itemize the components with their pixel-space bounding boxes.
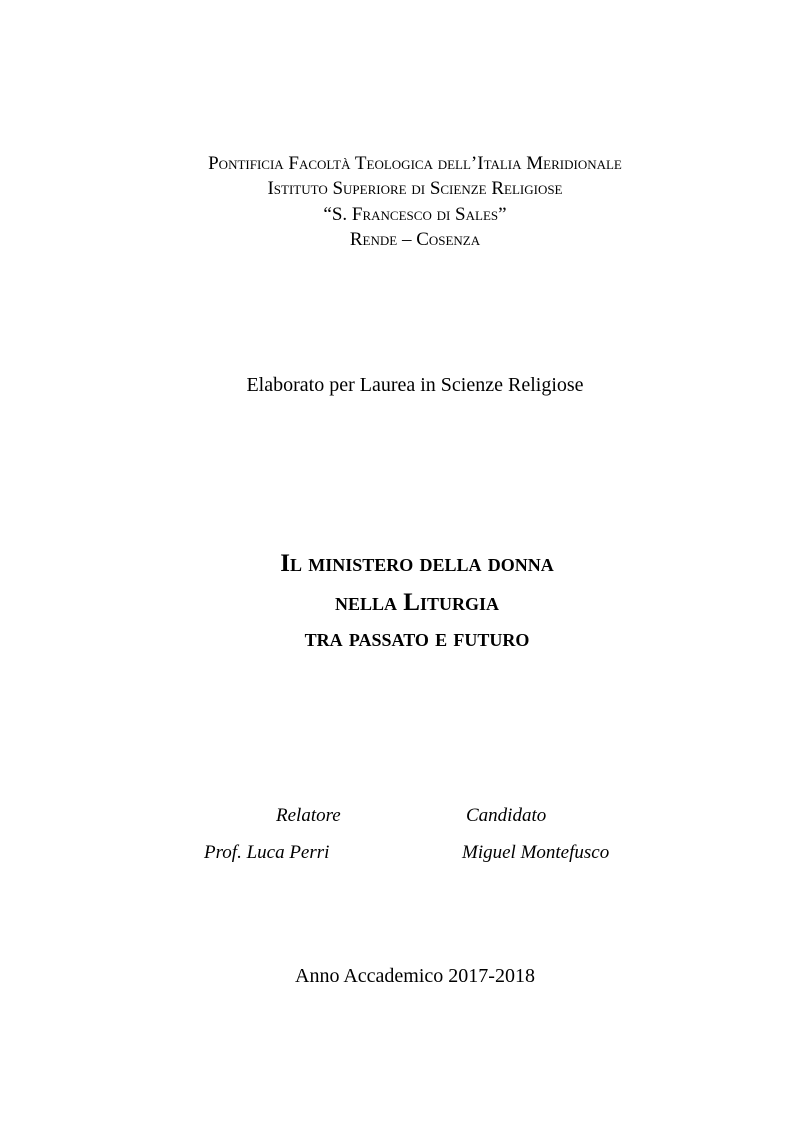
thesis-subtitle: Elaborato per Laurea in Scienze Religiose (246, 374, 584, 396)
thesis-title-line-3: tra passato e futuro (304, 625, 530, 652)
institution-line-institute: Istituto Superiore di Scienze Religiose (267, 178, 563, 199)
thesis-title-line-1: Il ministero della donna (280, 550, 554, 577)
relatore-name: Prof. Luca Perri (204, 842, 330, 863)
candidato-name: Miguel Montefusco (462, 842, 610, 863)
thesis-title-line-2: nella Liturgia (335, 589, 499, 616)
relatore-label: Relatore (276, 805, 341, 826)
institution-line-location: Rende – Cosenza (349, 229, 481, 250)
candidato-label: Candidato (466, 805, 547, 826)
institution-line-name: “S. Francesco di Sales” (323, 204, 507, 225)
academic-year: Anno Accademico 2017-2018 (295, 965, 535, 987)
institution-line-faculty: Pontificia Facoltà Teologica dell’Italia Meridionale (208, 153, 622, 174)
